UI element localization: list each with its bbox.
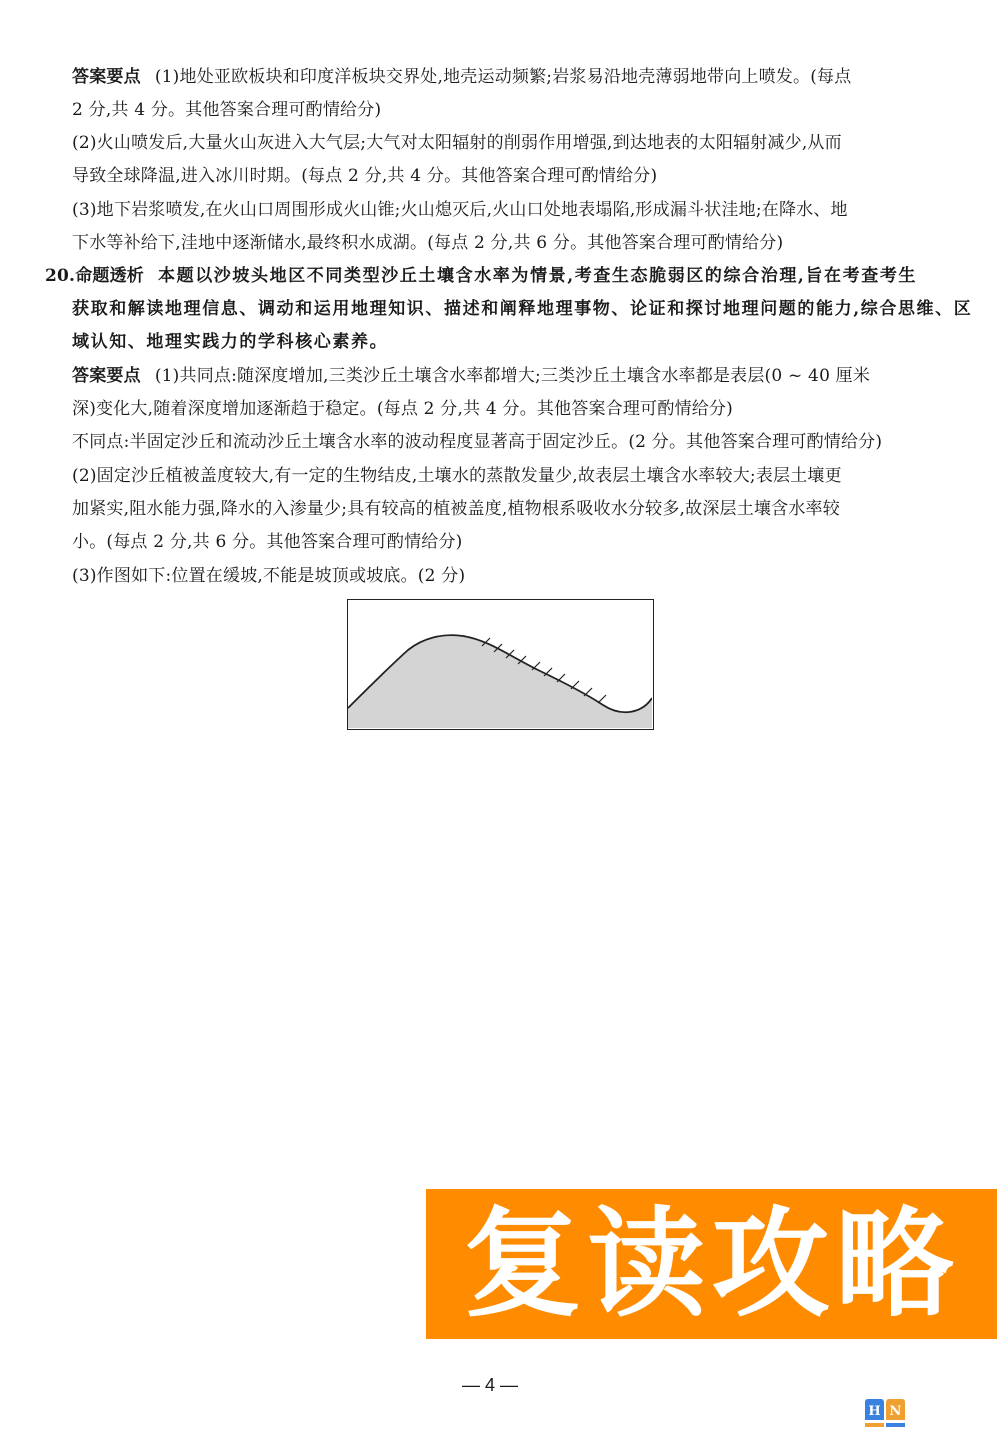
- q20-answer-line-1: [72, 365, 932, 387]
- q20-intro-line-2: 获取和解读地理信息、调动和运用地理知识、描述和阐释地理事物、论证和探讨地理问题的能力,综合思维、区: [72, 299, 973, 319]
- dune-profile-icon: [348, 600, 652, 728]
- intro-label: 命题透析: [75, 266, 144, 286]
- q20-answer-line-3: 不同点:半固定沙丘和流动沙丘土壤含水率的波动程度显著高于固定沙丘。(2 分。其他答案合理可酌情给分): [72, 432, 883, 452]
- q20-answer-line-6: 小。(每点 2 分,共 6 分。其他答案合理可酌情给分): [72, 532, 463, 552]
- promo-banner: [426, 1189, 997, 1339]
- hn-logo-icon: [863, 1398, 907, 1430]
- q20-answer-line-2: 深)变化大,随着深度增加逐渐趋于稳定。(每点 2 分,共 4 分。其他答案合理可酌情给分): [72, 399, 733, 419]
- sand-dune-diagram: [347, 599, 654, 730]
- q19-answer-line-6: 下水等补给下,洼地中逐渐储水,最终积水成湖。(每点 2 分,共 6 分。其他答案合理可酌情给分): [72, 233, 784, 253]
- q19-answer-line-5: (3)地下岩浆喷发,在火山口周围形成火山锥;火山熄灭后,火山口处地表塌陷,形成漏斗状洼地;在降水、地: [72, 200, 848, 220]
- svg-text:N: N: [889, 1404, 902, 1419]
- q19-answer-line-2: 2 分,共 4 分。其他答案合理可酌情给分): [72, 100, 382, 120]
- q19-answer-line-3: (2)火山喷发后,大量火山灰进入大气层;大气对太阳辐射的削弱作用增强,到达地表的太阳辐射减少,从而: [72, 133, 842, 153]
- answer-text: (1)地处亚欧板块和印度洋板块交界处,地壳运动频繁;岩浆易沿地壳薄弱地带向上喷发。(每点: [154, 67, 852, 87]
- answer-label: 答案要点: [72, 366, 141, 386]
- q20-intro-line-1: [45, 265, 918, 287]
- banner-title: 复读攻略: [463, 1195, 960, 1333]
- page-number: — 4 —: [461, 1375, 518, 1395]
- question-number: 20.: [45, 266, 76, 286]
- answer-label: 答案要点: [72, 67, 141, 87]
- q20-answer-line-4: (2)固定沙丘植被盖度较大,有一定的生物结皮,土壤水的蒸散发量少,故表层土壤含水率较大;表层土壤更: [72, 466, 842, 486]
- intro-text: 本题以沙坡头地区不同类型沙丘土壤含水率为情景,考查生态脆弱区的综合治理,旨在考查考生: [158, 266, 918, 286]
- q19-answer-line-4: 导致全球降温,进入冰川时期。(每点 2 分,共 4 分。其他答案合理可酌情给分): [72, 166, 658, 186]
- q19-answer-line-1: [72, 66, 932, 88]
- q20-intro-line-3: 域认知、地理实践力的学科核心素养。: [72, 332, 389, 352]
- answer-text: (1)共同点:随深度增加,三类沙丘土壤含水率都增大;三类沙丘土壤含水率都是表层(0 ~ 40 厘米: [154, 366, 871, 386]
- q20-answer-line-5: 加紧实,阻水能力强,降水的入渗量少;具有较高的植被盖度,植物根系吸收水分较多,故深层土壤含水率较: [72, 499, 840, 519]
- svg-text:H: H: [868, 1404, 881, 1419]
- q20-answer-line-7: (3)作图如下:位置在缓坡,不能是坡顶或坡底。(2 分): [72, 566, 466, 586]
